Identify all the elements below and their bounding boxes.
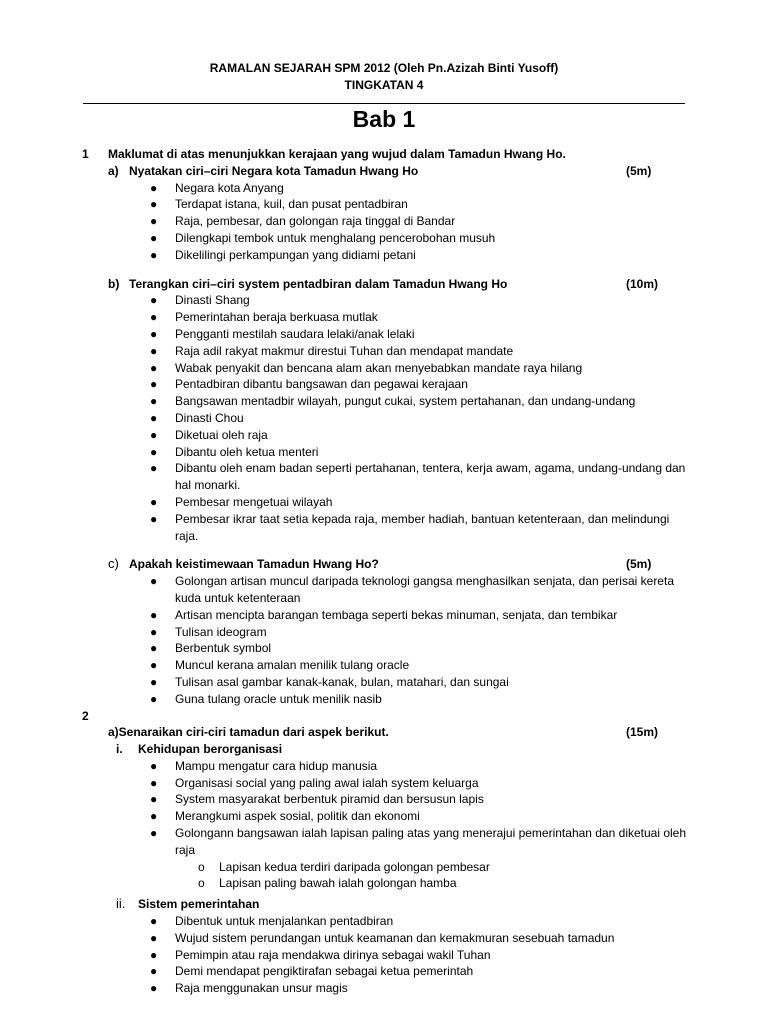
list-item: ● Pembesar mengetuai wilayah: [150, 494, 333, 509]
bullet-icon: ●: [150, 461, 158, 476]
circle-bullet-icon: o: [198, 876, 205, 891]
subquestion-text: Nyatakan ciri–ciri Negara kota Tamadun Hwang Ho: [129, 163, 419, 178]
circle-bullet-icon: o: [198, 859, 205, 874]
list-item: ● Raja menggunakan unsur magis: [150, 981, 348, 996]
question-1a: [0, 163, 768, 180]
bullet-icon: ●: [150, 326, 158, 341]
bullet-icon: ●: [150, 247, 158, 262]
list-item: ● Dikelilingi perkampungan yang didiami petani: [150, 247, 416, 262]
subquestion-text: Apakah keistimewaan Tamadun Hwang Ho?: [129, 557, 379, 572]
list-item: ● Muncul kerana amalan menilik tulang oracle: [150, 658, 410, 673]
bullet-icon: ●: [150, 394, 158, 409]
subquestion-marks: (5m): [626, 163, 652, 178]
bullet-icon: ●: [150, 197, 158, 212]
list-item: ● Artisan mencipta barangan tembaga seperti bekas minuman, senjata, dan tembikar: [150, 607, 618, 622]
subquestion-marks: (5m): [626, 557, 652, 572]
list-item: ● Golongann bangsawan ialah lapisan paling atas yang menerajui pemerintahan dan diketuai oleh raja: [150, 826, 687, 857]
bullet-icon: ●: [150, 775, 158, 790]
bullet-icon: ●: [150, 230, 158, 245]
section-heading: Sistem pemerintahan: [138, 897, 260, 912]
question-2: [0, 708, 768, 725]
list-item: ● Golongan artisan muncul daripada teknologi gangsa menghasilkan senjata, dan perisai kereta kuda untuk ketenteraan: [150, 574, 674, 605]
bullet-icon: ●: [150, 377, 158, 392]
list-item: ● Dinasti Shang: [150, 293, 250, 308]
answer-list-2a-i: [0, 758, 768, 859]
list-item: ● Diketuai oleh raja: [150, 427, 268, 442]
subquestion-marks: (10m): [626, 276, 659, 291]
list-item: ● Demi mendapat pengiktirafan sebagai ketua pemerintah: [150, 964, 474, 979]
list-item: ● Merangkumi aspek sosial, politik dan ekonomi: [150, 809, 420, 824]
bullet-icon: ●: [150, 691, 158, 706]
subquestion-label: c): [108, 556, 119, 572]
list-item: ● Negara kota Anyang: [150, 180, 284, 195]
bullet-icon: ●: [150, 293, 158, 308]
question-1: [0, 146, 768, 163]
answer-list-1b: [0, 292, 768, 544]
list-item: ● Dinasti Chou: [150, 410, 244, 425]
bullet-icon: ●: [150, 410, 158, 425]
list-item: ● Bangsawan mentadbir wilayah, pungut cukai, system pertahanan, dan undang-undang: [150, 394, 636, 409]
bullet-icon: ●: [150, 947, 158, 962]
document-subtitle: TINGKATAN 4: [344, 78, 424, 92]
bullet-icon: ●: [150, 792, 158, 807]
sub-list-2a-i: [0, 859, 768, 893]
bullet-icon: ●: [150, 180, 158, 195]
bullet-icon: ●: [150, 511, 158, 526]
list-item: ● Dilengkapi tembok untuk menghalang pencerobohan musuh: [150, 230, 496, 245]
bullet-icon: ●: [150, 914, 158, 929]
sub-list-item: o Lapisan paling bawah ialah golongan hamba: [198, 876, 457, 891]
bullet-icon: ●: [150, 607, 158, 622]
bullet-icon: ●: [150, 310, 158, 325]
sub-list-item: o Lapisan kedua terdiri daripada golongan pembesar: [198, 859, 490, 874]
question-text: Maklumat di atas menunjukkan kerajaan yang wujud dalam Tamadun Hwang Ho.: [108, 147, 566, 161]
bullet-icon: ●: [150, 427, 158, 442]
bullet-icon: ●: [150, 444, 158, 459]
list-item: ● Dibantu oleh ketua menteri: [150, 444, 319, 459]
bullet-icon: ●: [150, 758, 158, 773]
bullet-icon: ●: [150, 574, 158, 589]
bullet-icon: ●: [150, 809, 158, 824]
list-item: ● Raja adil rakyat makmur direstui Tuhan dan mendapat mandate: [150, 343, 514, 358]
list-item: ● Organisasi social yang paling awal ialah system keluarga: [150, 775, 479, 790]
subquestion-label: a): [108, 163, 119, 178]
list-item: ● Pembesar ikrar taat setia kepada raja, member hadiah, bantuan ketenteraan, dan melindungi raja.: [150, 511, 670, 543]
roman-label: ii.: [116, 896, 126, 912]
question-number: 1: [82, 147, 89, 161]
bullet-icon: ●: [150, 981, 158, 996]
question-1c: [0, 556, 768, 573]
list-item: ● Pemerintahan beraja berkuasa mutlak: [150, 310, 378, 325]
list-item: ● Terdapat istana, kuil, dan pusat pentadbiran: [150, 197, 408, 212]
bullet-icon: ●: [150, 343, 158, 358]
bullet-icon: ●: [150, 674, 158, 689]
list-item: ● Dibentuk untuk menjalankan pentadbiran: [150, 914, 394, 929]
question-1b: [0, 276, 768, 293]
answer-list-2a-ii: [0, 913, 768, 997]
bullet-icon: ●: [150, 826, 158, 841]
bullet-icon: ●: [150, 930, 158, 945]
bullet-icon: ●: [150, 214, 158, 229]
question-number: 2: [82, 708, 89, 723]
list-item: ● Pengganti mestilah saudara lelaki/anak lelaki: [150, 326, 415, 341]
chapter-heading: Bab 1: [352, 106, 416, 132]
bullet-icon: ●: [150, 494, 158, 509]
bullet-icon: ●: [150, 658, 158, 673]
subquestion-marks: (15m): [626, 725, 659, 740]
document-body: [0, 146, 768, 997]
question-2a-ii: [0, 896, 768, 913]
list-item: ● Tulisan ideogram: [150, 624, 267, 639]
list-item: ● Mampu mengatur cara hidup manusia: [150, 758, 378, 773]
bullet-icon: ●: [150, 964, 158, 979]
bullet-icon: ●: [150, 360, 158, 375]
question-2a-i: [0, 741, 768, 758]
section-heading: Kehidupan berorganisasi: [138, 742, 283, 757]
list-item: ● System masyarakat berbentuk piramid dan bersusun lapis: [150, 792, 484, 807]
list-item: ● Raja, pembesar, dan golongan raja tinggal di Bandar: [150, 214, 456, 229]
list-item: ● Pentadbiran dibantu bangsawan dan pegawai kerajaan: [150, 377, 468, 392]
list-item: ● Pemimpin atau raja mendakwa dirinya sebagai wakil Tuhan: [150, 947, 491, 962]
list-item: ● Wabak penyakit dan bencana alam akan menyebabkan mandate raya hilang: [150, 360, 583, 375]
subquestion-text: a)Senaraikan ciri-ciri tamadun dari aspek berikut.: [108, 725, 389, 740]
subquestion-text: Terangkan ciri–ciri system pentadbiran dalam Tamadun Hwang Ho: [129, 276, 508, 291]
question-2a: [0, 724, 768, 741]
answer-list-1c: [0, 573, 768, 707]
list-item: ● Tulisan asal gambar kanak-kanak, bulan, matahari, dan sungai: [150, 674, 509, 689]
roman-label: i.: [116, 742, 123, 757]
answer-list-1a: [0, 180, 768, 264]
subquestion-label: b): [108, 276, 120, 291]
list-item: ● Wujud sistem perundangan untuk keamanan dan kemakmuran sesebuah tamadun: [150, 930, 615, 945]
list-item: ● Guna tulang oracle untuk menilik nasib: [150, 691, 382, 706]
list-item: ● Berbentuk symbol: [150, 641, 272, 656]
document-title: RAMALAN SEJARAH SPM 2012 (Oleh Pn.Azizah Binti Yusoff): [209, 61, 559, 75]
bullet-icon: ●: [150, 641, 158, 656]
list-item: ● Dibantu oleh enam badan seperti pertahanan, tentera, kerja awam, agama, undang-undang dan hal monarki.: [150, 461, 686, 493]
bullet-icon: ●: [150, 624, 158, 639]
